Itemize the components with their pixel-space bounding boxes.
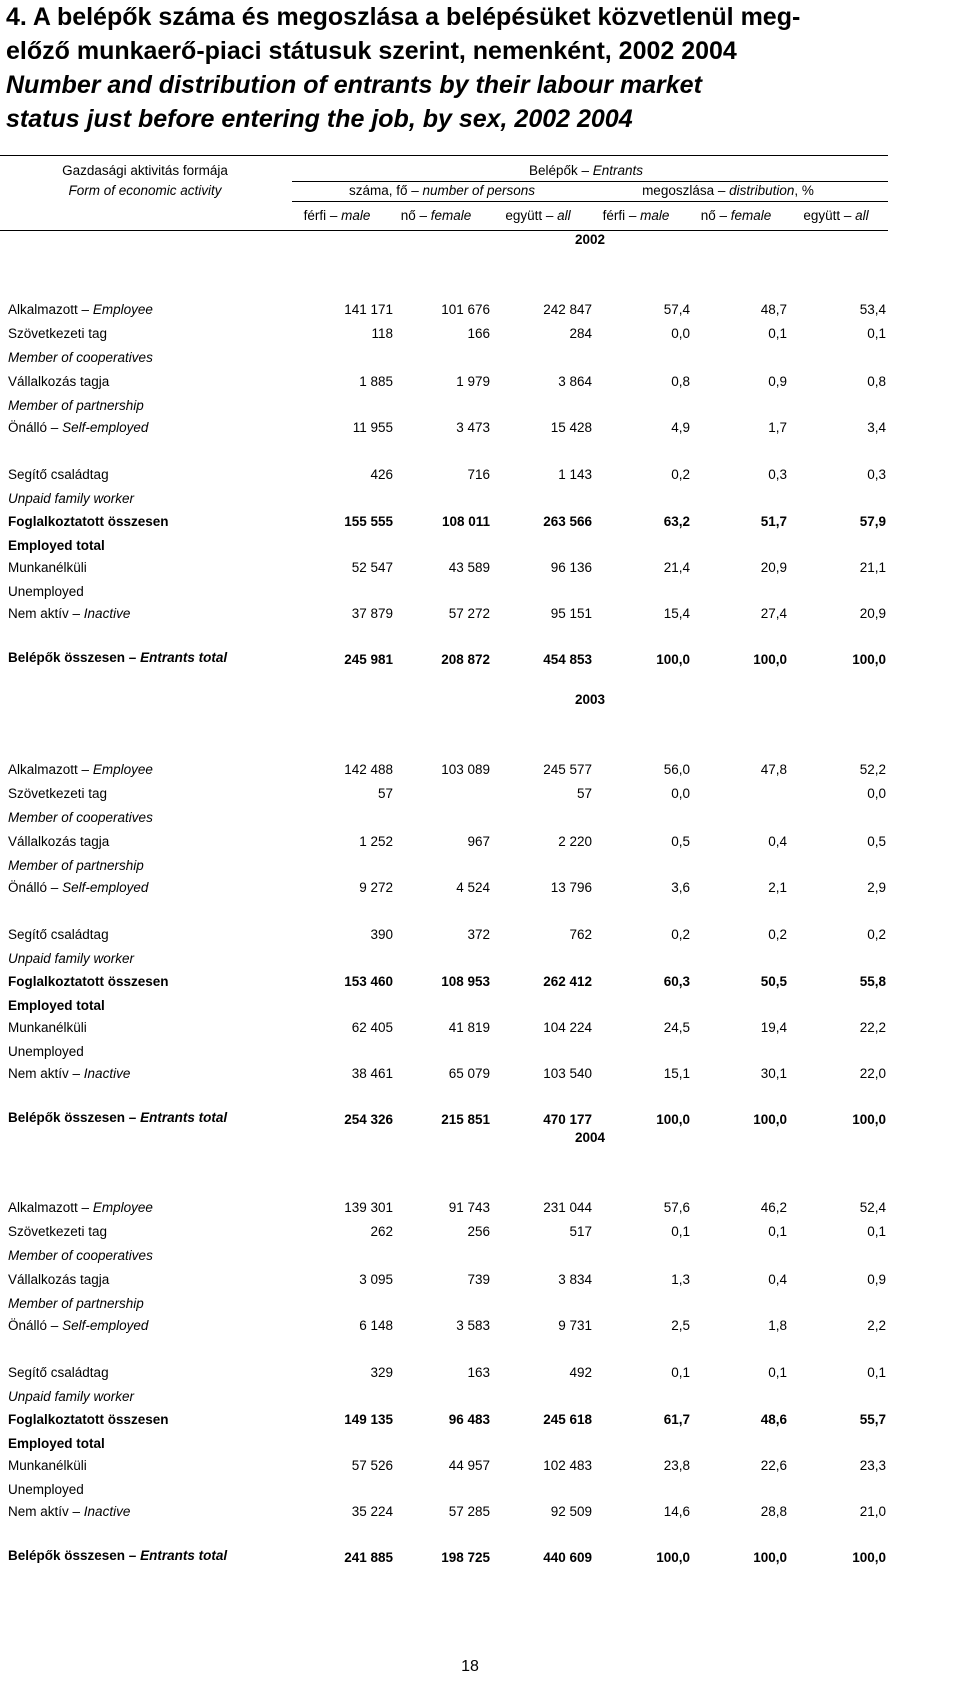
row-label [8, 1504, 130, 1520]
table-cell: 100,0 [753, 1112, 787, 1127]
table-cell: 1,7 [768, 420, 787, 435]
table-cell: 48,7 [760, 302, 787, 317]
col-header-6-en: all [855, 208, 869, 223]
entrants-header-en: Entrants [592, 163, 644, 178]
row-label [8, 786, 107, 802]
col-header-4-en: male [640, 208, 670, 223]
table-cell: 245 981 [344, 652, 393, 667]
table-cell: 47,8 [760, 762, 787, 777]
row-label-hu: Alkalmazott – [8, 302, 90, 317]
table-cell: 50,5 [760, 974, 787, 989]
row-label [8, 467, 109, 483]
table-cell: 1 143 [558, 467, 592, 482]
table-cell: 52,4 [859, 1200, 886, 1215]
entrants-rule [292, 181, 888, 182]
table-cell: 284 [569, 326, 592, 341]
table-cell: 1 885 [359, 374, 393, 389]
col-header-2 [401, 208, 472, 224]
row-label-hu: Munkanélküli [8, 1458, 87, 1473]
row-label [8, 302, 153, 318]
table-cell: 15,4 [663, 606, 690, 621]
year-heading: 2002 [574, 232, 606, 247]
table-cell: 55,8 [859, 974, 886, 989]
table-header [0, 160, 960, 242]
row-label [8, 326, 107, 342]
row-label-hu: Vállalkozás tagja [8, 1272, 110, 1287]
number-header-hu: száma, fő – [348, 183, 419, 198]
row-label-hu: Alkalmazott – [8, 1200, 90, 1215]
col-header-3 [505, 208, 570, 224]
table-cell: 101 676 [441, 302, 490, 317]
row-label [8, 1318, 148, 1334]
table-cell: 149 135 [344, 1412, 393, 1427]
row-label [8, 606, 130, 622]
table-cell: 0,1 [671, 1224, 690, 1239]
table-cell: 3 834 [558, 1272, 592, 1287]
row-label [8, 1066, 130, 1082]
table-cell: 215 851 [441, 1112, 490, 1127]
table-cell: 2 220 [558, 834, 592, 849]
table-cell: 198 725 [441, 1550, 490, 1565]
table-cell: 108 011 [441, 514, 490, 529]
table-cell: 19,4 [760, 1020, 787, 1035]
row-label [8, 762, 153, 778]
table-cell: 762 [569, 927, 592, 942]
row-label [8, 1272, 109, 1288]
title-hu-line-1: 4. A belépők száma és megoszlása a belépésüket közvetlenül meg- [6, 3, 801, 31]
table-cell: 139 301 [344, 1200, 393, 1215]
table-cell: 716 [467, 467, 490, 482]
table-cell: 0,3 [867, 467, 886, 482]
table-cell: 100,0 [753, 652, 787, 667]
distribution-header-hu: megoszlása – [642, 183, 726, 198]
table-cell: 245 618 [543, 1412, 592, 1427]
header-bottom-rule [0, 230, 888, 231]
table-cell: 9 272 [359, 880, 393, 895]
table-cell: 0,3 [768, 467, 787, 482]
table-cell: 95 151 [550, 606, 592, 621]
table-cell: 3,4 [867, 420, 886, 435]
col-header-5-hu: nő – [700, 208, 727, 223]
table-cell: 155 555 [344, 514, 393, 529]
table-cell: 454 853 [543, 652, 592, 667]
table-cell: 108 953 [441, 974, 490, 989]
year-heading: 2004 [574, 1130, 606, 1145]
table-cell: 100,0 [656, 1112, 690, 1127]
table-cell: 4 524 [456, 880, 490, 895]
activity-label-hu: Gazdasági aktivitás formája [62, 163, 228, 178]
table-cell: 21,4 [663, 560, 690, 575]
table-cell: 57 526 [351, 1458, 393, 1473]
table-cell: 231 044 [543, 1200, 592, 1215]
table-cell: 440 609 [543, 1550, 592, 1565]
table-cell: 44 957 [448, 1458, 490, 1473]
row-label [8, 927, 109, 943]
row-label-hu: Vállalkozás tagja [8, 374, 110, 389]
row-label-en: Member of partnership [8, 398, 144, 413]
table-cell: 0,8 [671, 374, 690, 389]
table-cell: 0,1 [768, 1224, 787, 1239]
table-cell: 0,9 [768, 374, 787, 389]
col-header-1-en: male [341, 208, 371, 223]
table-cell: 11 955 [352, 420, 393, 435]
table-cell: 21,0 [859, 1504, 886, 1519]
table-cell: 57,4 [663, 302, 690, 317]
row-label-en: Unemployed [8, 584, 84, 599]
table-cell: 23,8 [663, 1458, 690, 1473]
table-cell: 57 [377, 786, 393, 801]
row-label [8, 880, 148, 896]
table-cell: 13 796 [550, 880, 592, 895]
row-label-en: Member of partnership [8, 858, 144, 873]
table-cell: 0,8 [867, 374, 886, 389]
table-cell: 329 [370, 1365, 393, 1380]
table-cell: 2,5 [671, 1318, 690, 1333]
row-label [8, 1412, 169, 1428]
table-cell: 0,1 [768, 326, 787, 341]
table-cell: 1,3 [671, 1272, 690, 1287]
table-cell: 0,4 [768, 834, 787, 849]
table-cell: 28,8 [760, 1504, 787, 1519]
row-label [8, 1224, 107, 1240]
col-header-5-en: female [730, 208, 772, 223]
table-cell: 739 [467, 1272, 490, 1287]
table-cell: 0,1 [867, 1365, 886, 1380]
table-cell: 30,1 [760, 1066, 787, 1081]
table-cell: 100,0 [753, 1550, 787, 1565]
table-cell: 2,2 [867, 1318, 886, 1333]
table-cell: 256 [467, 1224, 490, 1239]
table-cell: 245 577 [543, 762, 592, 777]
row-label-en: Self-employed [62, 880, 149, 895]
table-cell: 0,5 [671, 834, 690, 849]
distribution-header [642, 183, 814, 199]
table-cell: 426 [370, 467, 393, 482]
col-header-1-hu: férfi – [303, 208, 338, 223]
table-cell: 92 509 [550, 1504, 592, 1519]
table-cell: 104 224 [543, 1020, 592, 1035]
table-cell: 163 [467, 1365, 490, 1380]
number-header-en: number of persons [422, 183, 536, 198]
col-header-6-hu: együtt – [803, 208, 852, 223]
table-cell: 100,0 [852, 652, 886, 667]
table-cell: 100,0 [656, 652, 690, 667]
row-label-hu: Munkanélküli [8, 560, 87, 575]
table-cell: 242 847 [543, 302, 592, 317]
table-cell: 22,0 [859, 1066, 886, 1081]
table-cell: 4,9 [671, 420, 690, 435]
row-label [8, 834, 109, 850]
table-cell: 15 428 [550, 420, 592, 435]
row-label-hu: Foglalkoztatott összesen [8, 974, 169, 989]
row-label-en: Member of cooperatives [8, 350, 153, 365]
row-label-en: Inactive [83, 606, 131, 621]
row-label-en: Employee [92, 762, 153, 777]
table-cell: 263 566 [543, 514, 592, 529]
table-cell: 21,1 [859, 560, 886, 575]
table-cell: 2,1 [768, 880, 787, 895]
row-label-en: Entrants total [140, 1548, 228, 1563]
row-label-hu: Önálló – [8, 420, 59, 435]
table-cell: 57 285 [448, 1504, 490, 1519]
table-cell: 2,9 [867, 880, 886, 895]
row-label [8, 1458, 87, 1474]
distribution-header-en: distribution [729, 183, 795, 198]
header-top-rule [0, 155, 888, 156]
row-label-en: Member of cooperatives [8, 1248, 153, 1263]
row-label-en: Employee [92, 1200, 153, 1215]
row-label-en: Self-employed [62, 420, 149, 435]
table-cell: 0,2 [768, 927, 787, 942]
table-cell: 27,4 [760, 606, 787, 621]
table-cell: 0,2 [671, 927, 690, 942]
row-label-en: Inactive [83, 1504, 131, 1519]
table-cell: 6 148 [359, 1318, 393, 1333]
row-label-hu: Segítő családtag [8, 1365, 109, 1380]
row-label [8, 1020, 87, 1036]
table-cell: 46,2 [760, 1200, 787, 1215]
table-cell: 63,2 [663, 514, 690, 529]
table-cell: 0,4 [768, 1272, 787, 1287]
table-cell: 1,8 [768, 1318, 787, 1333]
row-label [8, 374, 109, 390]
table-cell: 100,0 [852, 1112, 886, 1127]
table-cell: 61,7 [663, 1412, 690, 1427]
row-label [8, 1110, 227, 1126]
table-cell: 262 [370, 1224, 393, 1239]
row-label-hu: Önálló – [8, 1318, 59, 1333]
row-label-en: Member of partnership [8, 1296, 144, 1311]
page-title [6, 0, 906, 136]
activity-label-en: Form of economic activity [68, 183, 222, 198]
col-header-3-en: all [557, 208, 571, 223]
row-label-hu: Belépők összesen – [8, 1110, 137, 1125]
row-label [8, 1548, 227, 1564]
table-cell: 91 743 [448, 1200, 490, 1215]
row-label [8, 420, 148, 436]
table-cell: 9 731 [558, 1318, 592, 1333]
subheader-rule [292, 201, 888, 202]
col-header-6 [803, 208, 868, 224]
table-cell: 3 095 [359, 1272, 393, 1287]
row-label-en: Unemployed [8, 1044, 84, 1059]
table-cell: 55,7 [859, 1412, 886, 1427]
distribution-unit: , % [794, 183, 814, 198]
table-cell: 0,1 [671, 1365, 690, 1380]
row-label-en: Unemployed [8, 1482, 84, 1497]
row-label-en: Unpaid family worker [8, 491, 135, 506]
table-cell: 262 412 [543, 974, 592, 989]
row-label-en: Employed total [8, 998, 105, 1013]
table-cell: 103 540 [543, 1066, 592, 1081]
row-label-hu: Belépők összesen – [8, 1548, 137, 1563]
col-header-2-hu: nő – [400, 208, 427, 223]
table-cell: 517 [569, 1224, 592, 1239]
row-label [8, 650, 227, 666]
table-cell: 492 [569, 1365, 592, 1380]
table-cell: 65 079 [448, 1066, 490, 1081]
table-cell: 372 [467, 927, 490, 942]
row-label-hu: Önálló – [8, 880, 59, 895]
table-cell: 102 483 [543, 1458, 592, 1473]
row-label-hu: Vállalkozás tagja [8, 834, 110, 849]
table-cell: 22,6 [760, 1458, 787, 1473]
row-label-hu: Alkalmazott – [8, 762, 90, 777]
table-cell: 166 [467, 326, 490, 341]
row-label [8, 1200, 153, 1216]
table-cell: 0,2 [671, 467, 690, 482]
col-header-2-en: female [430, 208, 472, 223]
table-cell: 0,5 [867, 834, 886, 849]
table-cell: 38 461 [351, 1066, 393, 1081]
year-heading: 2003 [574, 692, 606, 707]
col-header-4 [603, 208, 670, 224]
table-cell: 470 177 [543, 1112, 592, 1127]
row-label [8, 560, 87, 576]
table-cell: 103 089 [441, 762, 490, 777]
row-label-hu: Segítő családtag [8, 467, 109, 482]
row-label-hu: Belépők összesen – [8, 650, 137, 665]
table-cell: 142 488 [344, 762, 393, 777]
table-cell: 0,1 [768, 1365, 787, 1380]
table-cell: 241 885 [344, 1550, 393, 1565]
title-en-line-2: status just before entering the job, by sex, 2002 2004 [6, 105, 633, 133]
col-header-5 [701, 208, 772, 224]
row-label-hu: Segítő családtag [8, 927, 109, 942]
table-cell: 48,6 [760, 1412, 787, 1427]
row-label-en: Employed total [8, 538, 105, 553]
row-label-hu: Szövetkezeti tag [8, 326, 108, 341]
row-label-en: Entrants total [140, 650, 228, 665]
row-label-en: Entrants total [140, 1110, 228, 1125]
row-label [8, 514, 169, 530]
table-cell: 208 872 [441, 652, 490, 667]
table-cell: 1 979 [456, 374, 490, 389]
table-cell: 56,0 [663, 762, 690, 777]
table-cell: 1 252 [359, 834, 393, 849]
row-label-en: Member of cooperatives [8, 810, 153, 825]
table-cell: 20,9 [859, 606, 886, 621]
table-cell: 0,0 [867, 786, 886, 801]
title-hu-line-2: előző munkaerő-piaci státusuk szerint, nemenként, 2002 2004 [6, 37, 737, 65]
col-header-3-hu: együtt – [505, 208, 554, 223]
row-label-hu: Foglalkoztatott összesen [8, 514, 169, 529]
table-cell: 24,5 [663, 1020, 690, 1035]
table-cell: 0,0 [671, 326, 690, 341]
table-cell: 20,9 [760, 560, 787, 575]
entrants-header [529, 163, 643, 179]
table-cell: 141 171 [344, 302, 393, 317]
table-cell: 52 547 [351, 560, 393, 575]
row-label-en: Unpaid family worker [8, 1389, 135, 1404]
table-cell: 967 [467, 834, 490, 849]
table-cell: 3 864 [558, 374, 592, 389]
row-label-en: Unpaid family worker [8, 951, 135, 966]
row-label-hu: Nem aktív – [8, 1504, 81, 1519]
table-cell: 23,3 [859, 1458, 886, 1473]
table-cell: 100,0 [656, 1550, 690, 1565]
row-label [8, 974, 169, 990]
row-label [8, 1365, 109, 1381]
title-en-line-1: Number and distribution of entrants by their labour market [6, 71, 702, 99]
table-cell: 14,6 [663, 1504, 690, 1519]
row-label-en: Employee [92, 302, 153, 317]
row-label-en: Employed total [8, 1436, 105, 1451]
table-cell: 96 483 [448, 1412, 490, 1427]
number-header [349, 183, 535, 199]
table-cell: 22,2 [859, 1020, 886, 1035]
table-cell: 254 326 [344, 1112, 393, 1127]
table-cell: 35 224 [351, 1504, 393, 1519]
table-cell: 15,1 [663, 1066, 690, 1081]
row-label-hu: Szövetkezeti tag [8, 1224, 108, 1239]
table-cell: 3,6 [671, 880, 690, 895]
row-label-hu: Munkanélküli [8, 1020, 87, 1035]
table-cell: 57 272 [448, 606, 490, 621]
col-header-4-hu: férfi – [602, 208, 637, 223]
row-label-en: Inactive [83, 1066, 131, 1081]
row-label-hu: Nem aktív – [8, 606, 81, 621]
table-cell: 62 405 [351, 1020, 393, 1035]
entrants-header-hu: Belépők – [528, 163, 589, 178]
table-cell: 100,0 [852, 1550, 886, 1565]
table-cell: 53,4 [859, 302, 886, 317]
table-cell: 0,0 [671, 786, 690, 801]
table-cell: 3 473 [456, 420, 490, 435]
table-cell: 60,3 [663, 974, 690, 989]
table-cell: 118 [371, 326, 393, 341]
table-cell: 57,6 [663, 1200, 690, 1215]
table-cell: 0,1 [867, 326, 886, 341]
table-cell: 96 136 [550, 560, 592, 575]
row-label-en: Self-employed [62, 1318, 149, 1333]
table-cell: 43 589 [448, 560, 490, 575]
table-cell: 3 583 [456, 1318, 490, 1333]
col-header-1 [304, 208, 371, 224]
row-label-hu: Foglalkoztatott összesen [8, 1412, 169, 1427]
table-cell: 52,2 [859, 762, 886, 777]
table-cell: 51,7 [760, 514, 787, 529]
table-cell: 0,9 [867, 1272, 886, 1287]
table-cell: 57,9 [859, 514, 886, 529]
row-label-hu: Nem aktív – [8, 1066, 81, 1081]
table-cell: 390 [370, 927, 393, 942]
table-cell: 0,2 [867, 927, 886, 942]
page-number: 18 [461, 1658, 479, 1675]
table-cell: 0,1 [867, 1224, 886, 1239]
row-label-hu: Szövetkezeti tag [8, 786, 108, 801]
table-cell: 153 460 [344, 974, 393, 989]
table-cell: 57 [576, 786, 592, 801]
table-cell: 37 879 [351, 606, 393, 621]
table-cell: 41 819 [448, 1020, 490, 1035]
